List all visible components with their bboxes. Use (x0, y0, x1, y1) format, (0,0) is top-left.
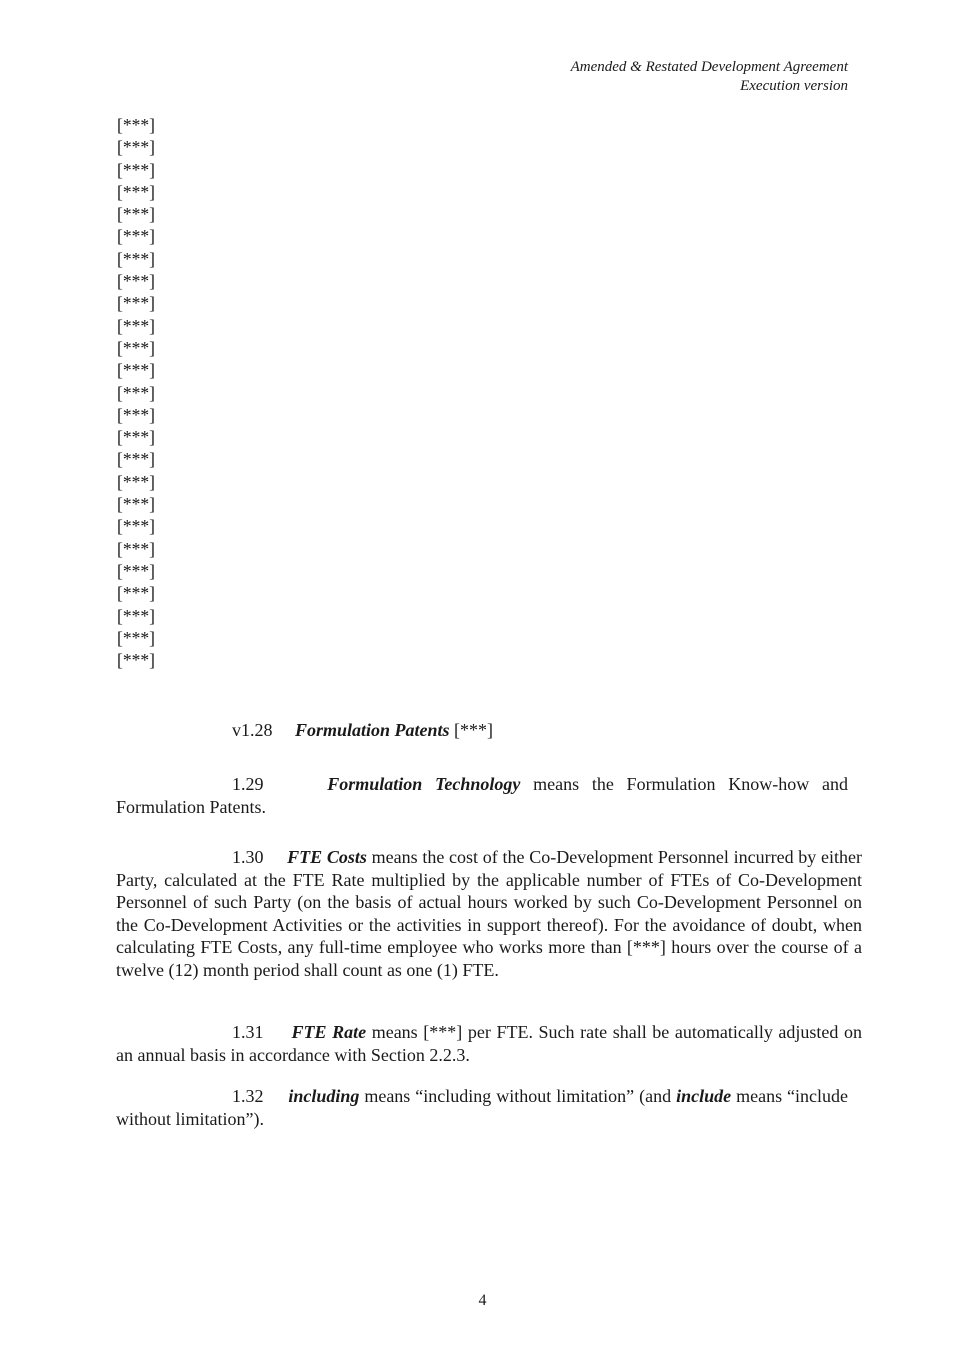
redaction-line: [***] (117, 159, 155, 180)
section-1-28 (116, 719, 862, 742)
section-number: 1.29 (232, 774, 264, 794)
redaction-line: [***] (117, 315, 155, 336)
section-1-29 (116, 773, 848, 818)
redaction-line: [***] (117, 337, 155, 358)
redaction-line: [***] (117, 494, 155, 515)
redaction-line: [***] (117, 137, 155, 158)
defined-term-secondary: include (676, 1086, 732, 1106)
redaction-line: [***] (117, 605, 155, 626)
redaction-line: [***] (117, 271, 155, 292)
section-number: v1.28 (232, 720, 273, 740)
redaction-line: [***] (117, 360, 155, 381)
redaction-line: [***] (117, 115, 155, 135)
section-number: 1.32 (232, 1086, 264, 1106)
redaction-line: [***] (117, 583, 155, 604)
redaction-line: [***] (117, 516, 155, 537)
section-text: [***] (454, 720, 494, 740)
section-text-end: means “include without limitation”). (116, 1086, 849, 1129)
redaction-line: [***] (117, 382, 155, 403)
redaction-line: [***] (117, 427, 155, 448)
redaction-line: [***] (117, 293, 155, 314)
defined-term: FTE Rate (291, 1022, 367, 1042)
redaction-line: [***] (117, 181, 155, 202)
section-1-31 (116, 1021, 862, 1066)
redaction-line: [***] (117, 248, 155, 269)
redaction-line: [***] (117, 226, 155, 247)
redaction-line: [***] (117, 650, 155, 671)
redaction-line: [***] (117, 204, 155, 225)
header-title: Amended & Restated Development Agreement (570, 59, 848, 75)
section-text: means “including without limitation” (and (364, 1086, 672, 1106)
section-1-32 (116, 1085, 848, 1130)
section-text: means the Formulation Know-how and Formulation Patents. (116, 774, 849, 817)
header-version: Execution version (740, 78, 848, 94)
defined-term: Formulation Technology (327, 774, 521, 794)
redaction-line: [***] (117, 627, 155, 648)
redaction-line: [***] (117, 538, 155, 559)
redaction-line: [***] (117, 449, 155, 470)
redaction-line: [***] (117, 471, 155, 492)
section-number: 1.31 (232, 1022, 264, 1042)
section-number: 1.30 (232, 847, 264, 867)
redaction-line: [***] (117, 404, 155, 425)
defined-term: FTE Costs (287, 847, 367, 867)
document-header (571, 58, 848, 96)
defined-term: including (288, 1086, 360, 1106)
section-1-30 (116, 846, 862, 982)
page-number: 4 (478, 1292, 487, 1309)
section-text: means the cost of the Co-Development Personnel incurred by either Party, calculated at the FTE Rate multiplied by the applicable number of FTEs of Co-Development Personnel of such Party (on the basis of actual hours worked by such Co-Development Personnel on the Co-Development Activities or the activities in support thereof). For the avoidance of doubt, when calculating FTE Costs, any full-time employee who works more than [***] hours over the course of a twelve (12) month period shall count as one (1) FTE. (116, 847, 863, 980)
defined-term: Formulation Patents (295, 720, 450, 740)
redaction-line: [***] (117, 560, 155, 581)
redaction-list (117, 114, 155, 671)
section-text: means [***] per FTE. Such rate shall be automatically adjusted on an annual basis in accordance with Section 2.2.3. (116, 1022, 863, 1065)
